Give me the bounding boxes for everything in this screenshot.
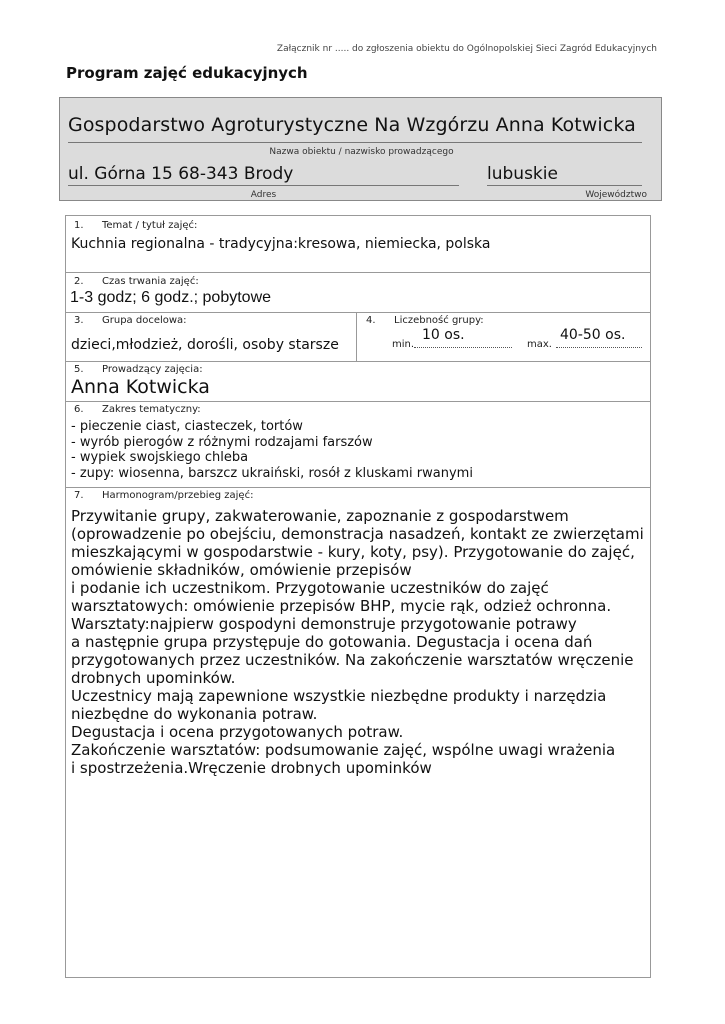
schedule-line: Przywitanie grupy, zakwaterowanie, zapoznanie z gospodarstwem — [71, 507, 569, 525]
schedule-line: Degustacja i ocena przygotowanych potraw. — [71, 723, 404, 741]
schedule-line: przygotowanych przez uczestników. Na zakończenie warsztatów wręczenie — [71, 651, 634, 669]
object-name-caption: Nazwa obiektu / nazwisko prowadzącego — [269, 147, 454, 157]
leader-value: Anna Kotwicka — [71, 376, 210, 398]
schedule-line: drobnych upominków. — [71, 669, 236, 687]
target-value: dzieci,młodzież, dorośli, osoby starsze — [71, 337, 339, 353]
schedule-line: i spostrzeżenia.Wręczenie drobnych upominków — [71, 759, 432, 777]
column-divider — [356, 312, 357, 361]
voivodeship-value: lubuskie — [487, 164, 558, 184]
schedule-line: a następnie grupa przystępuje do gotowania. Degustacja i ocena dań — [71, 633, 593, 651]
object-name-line — [68, 142, 642, 143]
attachment-note: Załącznik nr ..... do zgłoszenia obiektu do Ogólnopolskiej Sieci Zagród Edukacyjnych — [276, 44, 657, 54]
scope-label: 6. Zakres tematyczny: — [74, 404, 201, 415]
max-value: 40-50 os. — [560, 327, 626, 343]
row-divider — [66, 272, 650, 273]
program-form — [65, 215, 651, 978]
schedule-line: i podanie ich uczestnikom. Przygotowanie uczestników do zajęć — [71, 579, 549, 597]
row-divider — [66, 312, 650, 313]
schedule-line: niezbędne do wykonania potraw. — [71, 705, 318, 723]
schedule-label: 7. Harmonogram/przebieg zajęć: — [74, 490, 254, 501]
list-item: - wyrób pierogów z różnymi rodzajami farszów — [71, 434, 373, 450]
address-line — [68, 185, 459, 186]
schedule-line: Zakończenie warsztatów: podsumowanie zajęć, wspólne uwagi wrażenia — [71, 741, 616, 759]
row-divider — [66, 361, 650, 362]
schedule-line: Uczestnicy mają zapewnione wszystkie niezbędne produkty i narzędzia — [71, 687, 607, 705]
topic-value: Kuchnia regionalna - tradycyjna:kresowa, niemiecka, polska — [71, 236, 491, 252]
duration-value: 1-3 godz; 6 godz.; pobytowe — [70, 289, 272, 306]
schedule-line: Warsztaty:najpierw gospodyni demonstruje przygotowanie potrawy — [71, 615, 577, 633]
address-caption: Adres — [250, 190, 277, 200]
schedule-line: omówienie składników, omówienie przepisów — [71, 561, 412, 579]
max-label: max. — [527, 339, 552, 350]
schedule-line: (oprowadzenie po obejściu, demonstracja nasadzeń, kontakt ze zwierzętami — [71, 525, 644, 543]
voivodeship-caption: Województwo — [585, 190, 647, 200]
min-label: min. — [392, 339, 415, 350]
voivodeship-line — [487, 185, 642, 186]
topic-label: 1. Temat / tytuł zajęć: — [74, 220, 198, 231]
list-item: - zupy: wiosenna, barszcz ukraiński, rosół z kluskami rwanymi — [71, 465, 473, 481]
list-item: - pieczenie ciast, ciasteczek, tortów — [71, 419, 303, 434]
leader-label: 5. Prowadzący zajęcia: — [74, 364, 203, 375]
group-size-label: 4. Liczebność grupy: — [366, 315, 484, 326]
schedule-line: warsztatowych: omówienie przepisów BHP, mycie rąk, odzież ochronna. — [71, 597, 612, 615]
object-name: Gospodarstwo Agroturystyczne Na Wzgórzu Anna Kotwicka — [68, 114, 636, 136]
duration-label: 2. Czas trwania zajęć: — [74, 276, 199, 287]
object-address: ul. Górna 15 68-343 Brody — [68, 164, 294, 184]
row-divider — [66, 401, 650, 402]
row-divider — [66, 487, 650, 488]
scope-list — [71, 419, 473, 481]
schedule-text — [71, 507, 644, 777]
schedule-line: mieszkającymi w gospodarstwie - kury, koty, psy). Przygotowanie do zajęć, — [71, 543, 635, 561]
program-title: Program zajęć edukacyjnych — [66, 64, 308, 82]
object-header-box — [59, 97, 662, 201]
target-label: 3. Grupa docelowa: — [74, 315, 187, 326]
min-value: 10 os. — [422, 327, 465, 343]
list-item: - wypiek swojskiego chleba — [71, 450, 249, 465]
